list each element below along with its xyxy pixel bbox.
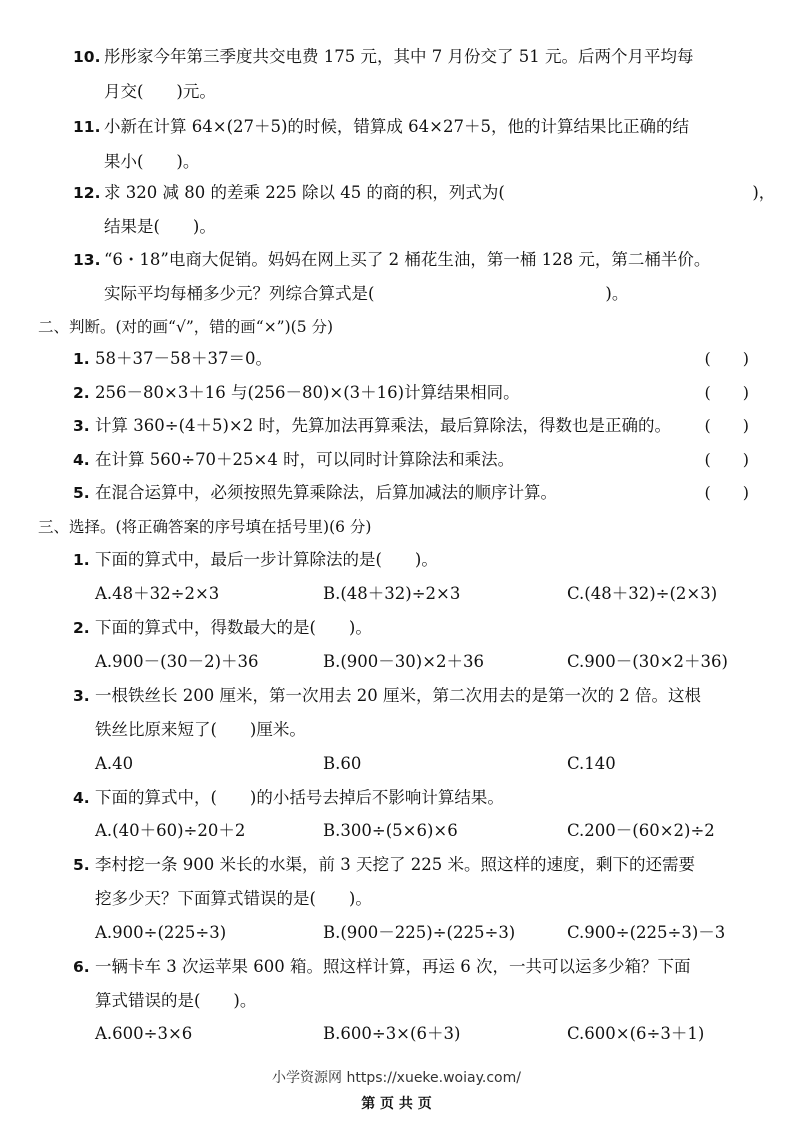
item-number: 2. [73,619,90,637]
item-text: 李村挖一条 900 米长的水渠，前 3 天挖了 225 米。照这样的速度，剩下的还需要 [95,855,695,874]
item-number: 4. [73,451,90,469]
question-text-cont: 实际平均每桶多少元？列综合算式是( )。 [104,284,629,303]
option-c[interactable]: C.600×(6÷3＋1) [567,1024,705,1043]
answer-blank[interactable]: ( ) [704,383,749,402]
question-number: 11. [73,118,101,136]
option-a[interactable]: A.48＋32÷2×3 [95,584,220,603]
option-a[interactable]: A.40 [95,754,134,773]
option-a[interactable]: A.(40＋60)÷20＋2 [95,821,246,840]
item-text-cont: 挖多少天？下面算式错误的是( )。 [95,889,372,908]
option-b[interactable]: B.(900－30)×2＋36 [323,652,485,671]
option-c[interactable]: C.(48＋32)÷(2×3) [567,584,718,603]
answer-blank[interactable]: ( ) [704,483,749,502]
option-b[interactable]: B.300÷(5×6)×6 [323,821,458,840]
answer-blank[interactable]: ( ) [704,416,749,435]
option-c[interactable]: C.900－(30×2＋36) [567,652,728,671]
item-text: 256－80×3＋16 与(256－80)×(3＋16)计算结果相同。 [95,383,520,402]
item-text: 下面的算式中，得数最大的是( )。 [95,618,372,637]
item-number: 6. [73,958,90,976]
answer-blank[interactable]: ( ) [704,349,749,368]
option-c[interactable]: C.900÷(225÷3)－3 [567,923,726,942]
item-text: 计算 360÷(4＋5)×2 时，先算加法再算乘法，最后算除法，得数也是正确的。 [95,416,672,435]
item-number: 3. [73,417,90,435]
item-number: 1. [73,551,90,569]
option-c[interactable]: C.140 [567,754,616,773]
item-text-cont: 铁丝比原来短了( )厘米。 [95,720,306,739]
section-title-choice: 三、选择。(将正确答案的序号填在括号里)(6 分) [38,518,372,536]
option-b[interactable]: B.(48＋32)÷2×3 [323,584,461,603]
question-text: 求 320 减 80 的差乘 225 除以 45 的商的积，列式为( )， [104,183,776,202]
question-number: 12. [73,184,101,202]
item-text: 下面的算式中，最后一步计算除法的是( )。 [95,550,438,569]
question-text: 小新在计算 64×(27＋5)的时候，错算成 64×27＋5，他的计算结果比正确的结 [104,117,689,136]
option-b[interactable]: B.600÷3×(6＋3) [323,1024,461,1043]
question-number: 13. [73,251,101,269]
item-number: 4. [73,789,90,807]
option-c[interactable]: C.200－(60×2)÷2 [567,821,715,840]
item-number: 1. [73,350,90,368]
question-text: “6・18”电商大促销。妈妈在网上买了 2 桶花生油，第一桶 128 元，第二桶半价。 [104,250,711,269]
option-a[interactable]: A.900÷(225÷3) [95,923,227,942]
answer-blank[interactable]: ( ) [704,450,749,469]
source-footer: 小学资源网 https://xueke.woiay.com/ [272,1070,521,1086]
question-number: 10. [73,48,101,66]
item-text: 58＋37－58＋37＝0。 [95,349,272,368]
option-a[interactable]: A.900－(30－2)＋36 [95,652,259,671]
section-title-judge: 二、判断。(对的画“√”，错的画“×”)(5 分) [38,318,334,336]
item-text: 在混合运算中，必须按照先算乘除法，后算加减法的顺序计算。 [95,483,557,502]
item-text: 一根铁丝长 200 厘米，第一次用去 20 厘米，第二次用去的是第一次的 2 倍。这根 [95,686,701,705]
question-text-cont: 果小( )。 [104,152,200,171]
page-number: 第 页 共 页 [361,1096,432,1112]
item-number: 5. [73,484,90,502]
option-b[interactable]: B.(900－225)÷(225÷3) [323,923,516,942]
item-number: 5. [73,856,90,874]
item-text: 一辆卡车 3 次运苹果 600 箱。照这样计算，再运 6 次，一共可以运多少箱？下面 [95,957,691,976]
question-text: 彤彤家今年第三季度共交电费 175 元，其中 7 月份交了 51 元。后两个月平均每 [104,47,694,66]
question-text-cont: 结果是( )。 [104,217,216,236]
item-number: 2. [73,384,90,402]
option-b[interactable]: B.60 [323,754,362,773]
question-text-cont: 月交( )元。 [104,82,216,101]
item-text-cont: 算式错误的是( )。 [95,991,257,1010]
item-text: 在计算 560÷70＋25×4 时，可以同时计算除法和乘法。 [95,450,515,469]
option-a[interactable]: A.600÷3×6 [95,1024,193,1043]
item-number: 3. [73,687,90,705]
item-text: 下面的算式中，( )的小括号去掉后不影响计算结果。 [95,788,504,807]
